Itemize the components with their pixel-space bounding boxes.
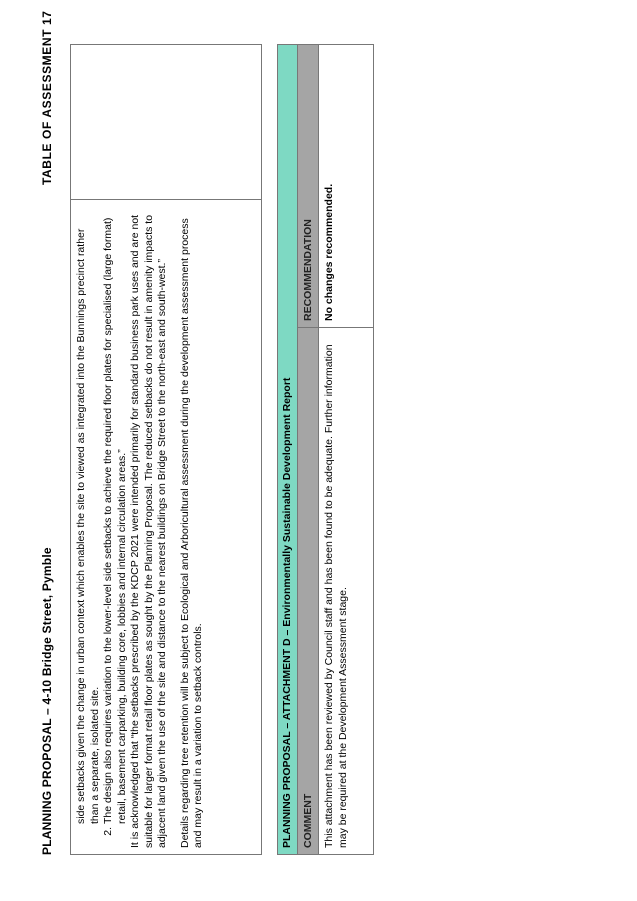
- comment-header: COMMENT: [298, 327, 318, 854]
- continuation-list: [102, 206, 129, 848]
- list-item: 2. The design also requires variation to the lower-level side setbacks to achieve the required floor plates for specialised (large format) retail, basement carparking, building core, lobbies and internal circulation areas.”: [102, 206, 129, 824]
- continuation-table: [70, 44, 262, 855]
- table-row: [319, 45, 373, 854]
- recommendation-cell: No changes recommended.: [323, 183, 335, 321]
- acknowledgement-paragraph: It is acknowledged that “the setbacks prescribed by the KDCP 2021 were intended primarily for standard business park uses and are not suitable for larger format retail floor plates as sought by the Planning Proposal. The reduced setbacks do not result in amenity impacts to adjacent land given the use of the site and distance to the nearest buildings on Bridge Street to the north-east and south-west.”: [129, 214, 168, 848]
- comment-cell: This attachment has been reviewed by Council staff and has been found to be adequate. Further information may be required at the Development Assessment stage.: [319, 327, 373, 854]
- continuation-recommendation-cell: [71, 45, 261, 199]
- continuation-comment-cell: [71, 199, 261, 854]
- continuation-lead-text: side setbacks given the change in urban context which enables the site to viewed as integrated into the Bunnings precinct rather than a separate, isolated site.: [75, 228, 101, 824]
- attachment-d-table: [277, 44, 374, 855]
- page-header-section: TABLE OF ASSESSMENT 17: [40, 10, 54, 185]
- recommendation-header: RECOMMENDATION: [302, 219, 314, 321]
- tree-retention-paragraph: Details regarding tree retention will be subject to Ecological and Arboricultural assessment during the development assessment process and may result in a variation to setback controls.: [178, 218, 204, 848]
- table-header-row: [298, 45, 319, 854]
- attachment-title: PLANNING PROPOSAL – ATTACHMENT D – Environmentally Sustainable Development Report: [278, 45, 298, 854]
- page-header-title: PLANNING PROPOSAL – 4-10 Bridge Street, Pymble: [40, 547, 54, 855]
